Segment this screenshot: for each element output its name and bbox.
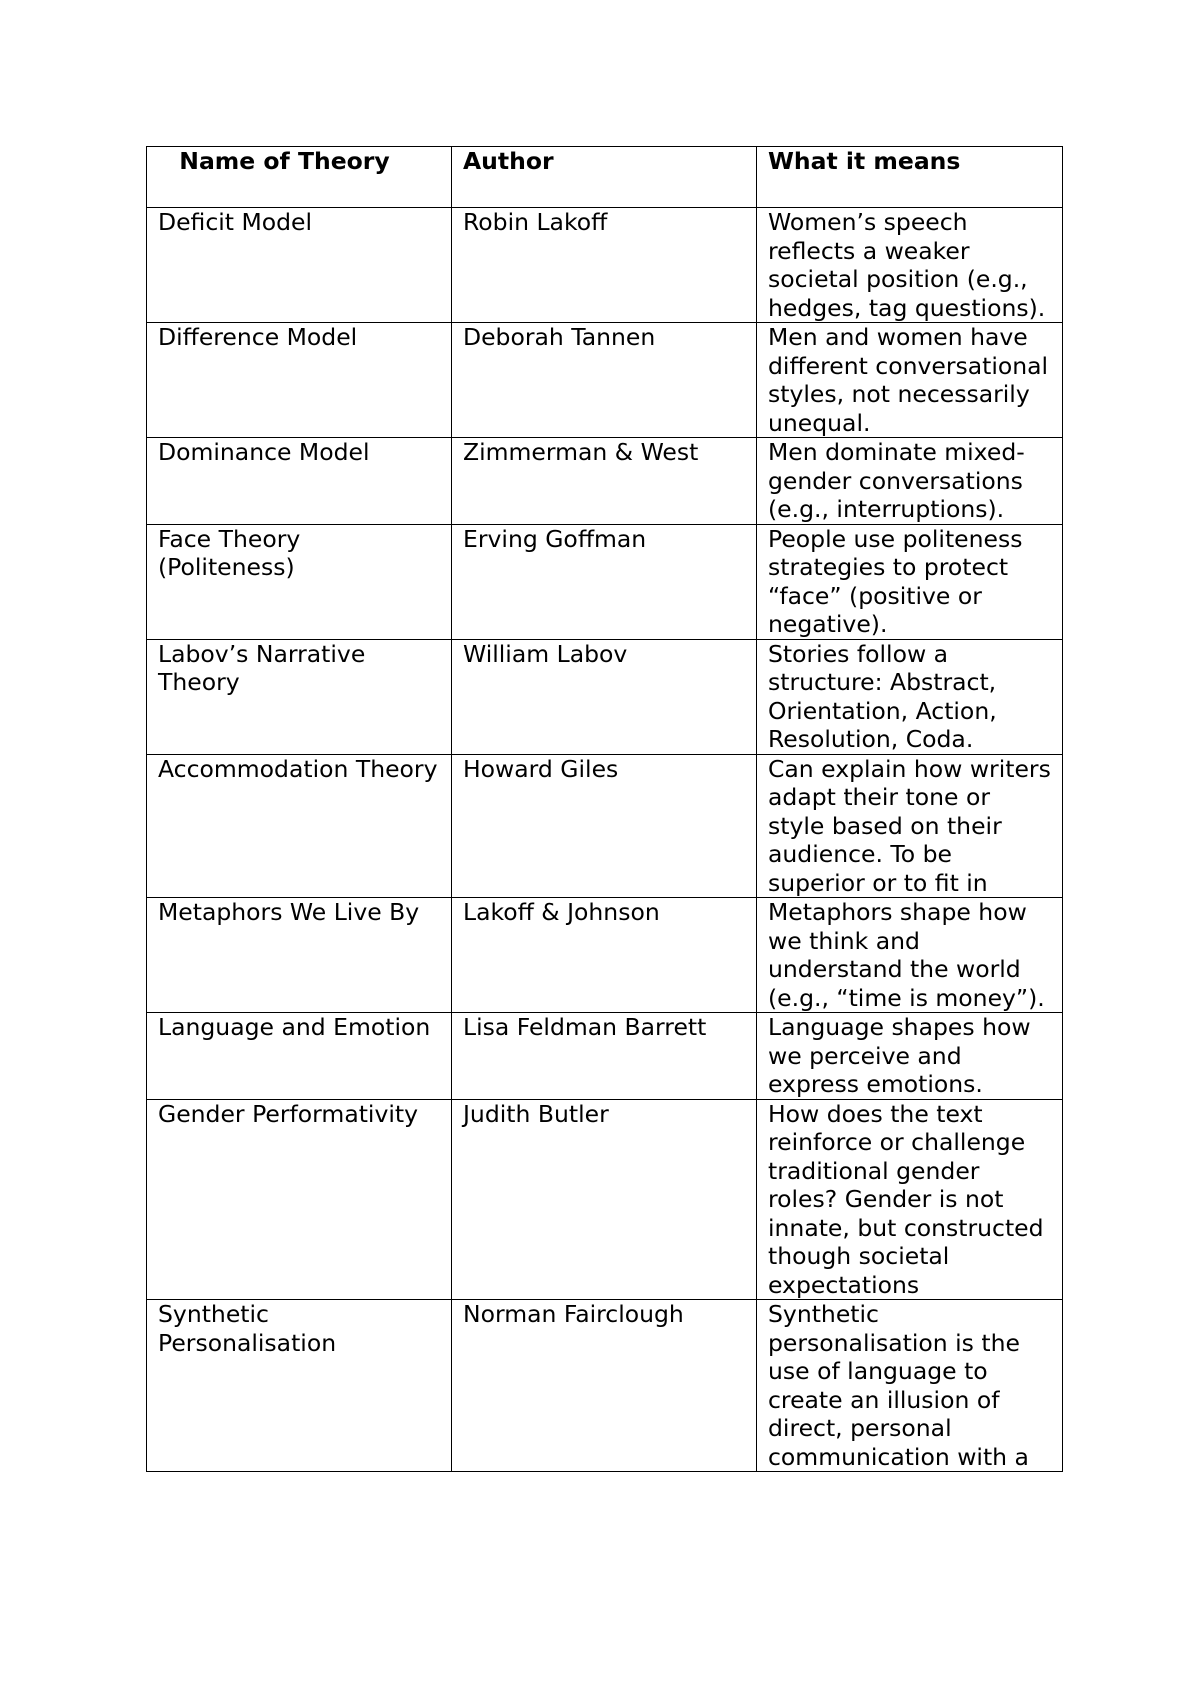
author-cell: Zimmerman & West: [452, 438, 757, 525]
table-row: [147, 754, 1063, 898]
author-cell: Lisa Feldman Barrett: [452, 1013, 757, 1100]
meaning-cell: Stories follow a structure: Abstract, Orientation, Action, Resolution, Coda.: [757, 639, 1063, 754]
theory-name-cell: Face Theory (Politeness): [147, 524, 452, 639]
theory-name-cell: Metaphors We Live By: [147, 898, 452, 1013]
meaning-cell: Men dominate mixed-gender conversations (e.g., interruptions).: [757, 438, 1063, 525]
meaning-cell: Metaphors shape how we think and understand the world (e.g., “time is money”).: [757, 898, 1063, 1013]
table-row: [147, 1013, 1063, 1100]
theory-name-cell: Labov’s Narrative Theory: [147, 639, 452, 754]
author-cell: William Labov: [452, 639, 757, 754]
theory-name-cell: Accommodation Theory: [147, 754, 452, 898]
meaning-cell: How does the text reinforce or challenge traditional gender roles? Gender is not innate, but constructed though societal expectations: [757, 1099, 1063, 1300]
header-what-it-means: What it means: [757, 147, 1063, 208]
theory-name-cell: Gender Performativity: [147, 1099, 452, 1300]
author-cell: Norman Fairclough: [452, 1300, 757, 1472]
theory-name-cell: Deficit Model: [147, 208, 452, 323]
table-header-row: [147, 147, 1063, 208]
meaning-cell: Synthetic personalisation is the use of language to create an illusion of direct, personal communication with a: [757, 1300, 1063, 1472]
meaning-cell: People use politeness strategies to protect “face” (positive or negative).: [757, 524, 1063, 639]
theory-name-cell: Synthetic Personalisation: [147, 1300, 452, 1472]
table-row: [147, 1300, 1063, 1472]
table-row: [147, 524, 1063, 639]
author-cell: Erving Goffman: [452, 524, 757, 639]
theory-name-cell: Dominance Model: [147, 438, 452, 525]
meaning-cell: Men and women have different conversational styles, not necessarily unequal.: [757, 323, 1063, 438]
table-row: [147, 438, 1063, 525]
table-row: [147, 898, 1063, 1013]
author-cell: Judith Butler: [452, 1099, 757, 1300]
table-row: [147, 1099, 1063, 1300]
author-cell: Deborah Tannen: [452, 323, 757, 438]
table-row: [147, 323, 1063, 438]
meaning-cell: Can explain how writers adapt their tone or style based on their audience. To be superior or to fit in: [757, 754, 1063, 898]
table-row: [147, 208, 1063, 323]
meaning-cell: Women’s speech reflects a weaker societal position (e.g., hedges, tag questions).: [757, 208, 1063, 323]
author-cell: Howard Giles: [452, 754, 757, 898]
theory-name-cell: Language and Emotion: [147, 1013, 452, 1100]
header-name-of-theory: Name of Theory: [147, 147, 452, 208]
table-row: [147, 639, 1063, 754]
header-author: Author: [452, 147, 757, 208]
meaning-cell: Language shapes how we perceive and express emotions.: [757, 1013, 1063, 1100]
theories-table: [146, 146, 1063, 1472]
theory-name-cell: Difference Model: [147, 323, 452, 438]
author-cell: Robin Lakoff: [452, 208, 757, 323]
author-cell: Lakoff & Johnson: [452, 898, 757, 1013]
